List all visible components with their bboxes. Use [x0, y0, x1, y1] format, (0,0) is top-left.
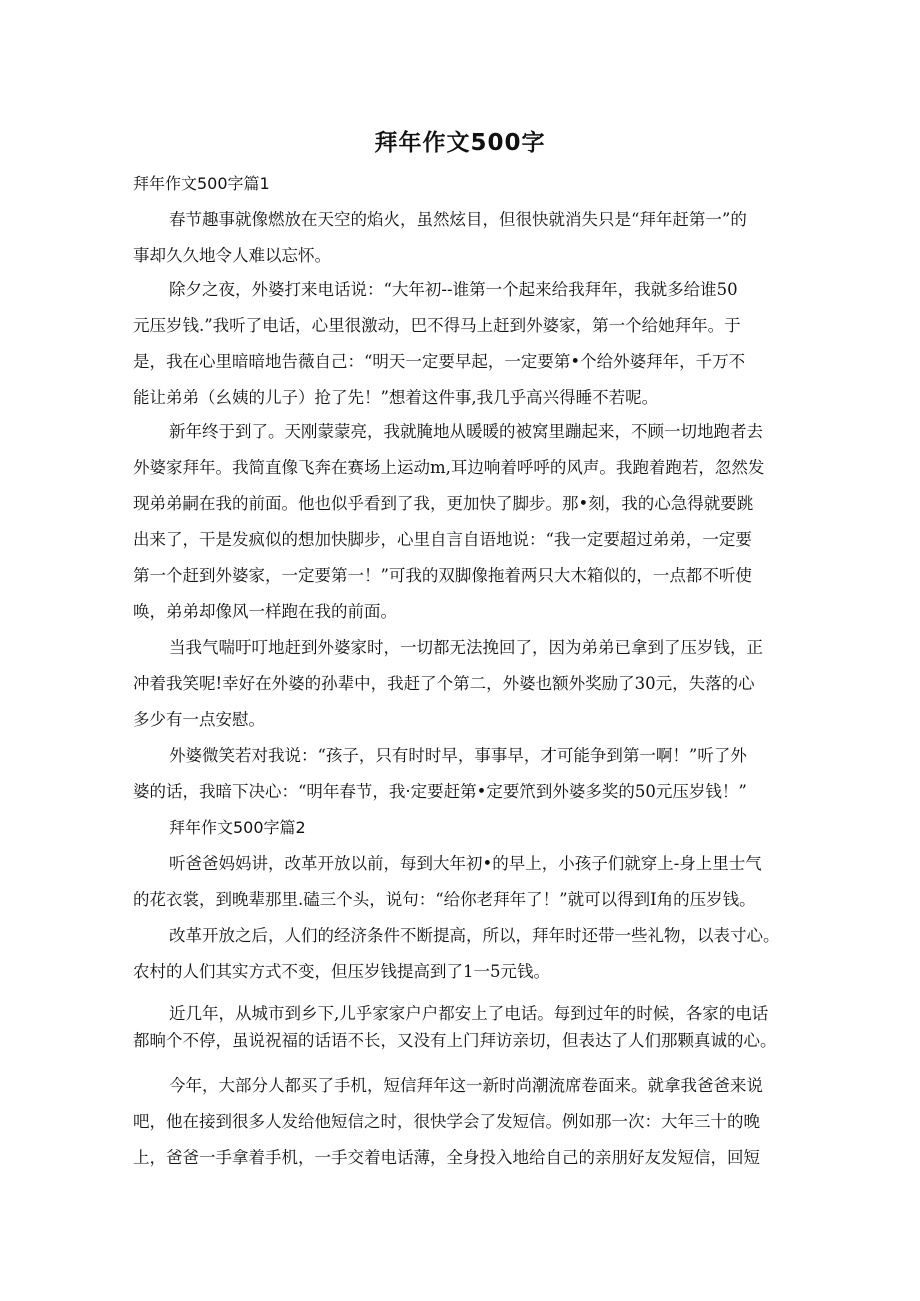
paragraph-8 — [133, 1000, 793, 1054]
paragraph-line: 除夕之夜，外婆打来电话说：“大年初--谁第一个起来给我拜年，我就多给谁50 — [169, 280, 738, 299]
paragraph-line: 新年终于到了。天刚蒙蒙亮，我就腌地从暖暖的被窝里蹦起来，不顾一切地跑者去 — [169, 422, 763, 441]
paragraph-line: 春节趣事就像燃放在天空的焰火，虽然炫目，但很快就消失只是“拜年赶第一”的 — [169, 210, 747, 229]
section-1-heading-block — [133, 166, 793, 202]
paragraph-line: 元压岁钱.”我听了电话，心里很激动，巴不得马上赶到外婆家，第一个给她拜年。于 — [133, 316, 741, 335]
paragraph-9 — [133, 1068, 793, 1176]
paragraph-line: 多少有一点安慰。 — [133, 710, 265, 729]
paragraph-6 — [133, 846, 793, 918]
paragraph-line: 外婆微笑若对我说：“孩子，只有时时早，事事早，才可能争到第一啊！”听了外 — [169, 746, 747, 765]
paragraph-2 — [133, 272, 793, 416]
section-2-heading: 拜年作文500字篇2 — [169, 818, 306, 837]
paragraph-line: 现弟弟嗣在我的前面。他也似乎看到了我，更加快了脚步。那•刻，我的心急得就要跳 — [133, 494, 754, 513]
paragraph-line: 第一个赶到外婆家，一定要第一！”可我的双脚像拖着两只大木箱似的，一点都不听使 — [133, 566, 752, 585]
paragraph-1 — [133, 202, 793, 274]
section-2-heading-block — [133, 810, 793, 846]
paragraph-line: 听爸爸妈妈讲，改革开放以前，每到大年初•的早上，小孩子们就穿上-身上里士气 — [169, 854, 762, 873]
paragraph-4 — [133, 630, 793, 738]
paragraph-line: 改革开放之后，人们的经济条件不断提高，所以，拜年时还带一些礼物，以表寸心。 — [169, 926, 780, 945]
paragraph-line: 当我气喘吁叮地赶到外婆家时，一切都无法挽回了，因为弟弟已拿到了压岁钱，正 — [169, 638, 763, 657]
paragraph-3 — [133, 414, 793, 630]
paragraph-line: 能让弟弟（幺姨的儿子）抢了先！”想着这件事,我几乎高兴得睡不若呢。 — [133, 388, 659, 407]
paragraph-line: 唤，弟弟却像风一样跑在我的前面。 — [133, 602, 397, 621]
paragraph-line: 出来了，干是发疯似的想加快脚步，心里自言自语地说：“我一定要超过弟弟，一定要 — [133, 530, 752, 549]
paragraph-5 — [133, 738, 793, 810]
paragraph-line: 外婆家拜年。我简直像飞奔在赛场上运动m,耳边响着呼呼的风声。我跑着跑若，忽然发 — [133, 458, 765, 477]
paragraph-line: 农村的人们其实方式不变，但压岁钱提高到了1一5元钱。 — [133, 962, 550, 981]
page-title: 拜年作文500字 — [374, 130, 546, 156]
paragraph-line: 近几年，从城市到乡下,儿乎家家户户都安上了电话。每到过年的时候，各家的电话 — [169, 1004, 769, 1023]
paragraph-line: 是，我在心里暗暗地告薇自己：“明天一定要早起，一定要第•个给外婆拜年，千万不 — [133, 352, 746, 371]
paragraph-line: 吧，他在接到很多人发给他短信之时，很快学会了发短信。例如那一次：大年三十的晚 — [133, 1112, 760, 1131]
paragraph-7 — [133, 918, 793, 990]
paragraph-line: 事却久久地令人难以忘怀。 — [133, 246, 331, 265]
paragraph-line: 的花衣裳，到晚辈那里.磕三个头，说句：“给你老拜年了！”就可以得到I角的压岁钱。 — [133, 890, 756, 909]
paragraph-line: 婆的话，我暗下决心：“明年春节，我·定要赶第•定要笊到外婆多奖的50元压岁钱！” — [133, 782, 747, 801]
paragraph-line: 今年，大部分人都买了手机，短信拜年这一新时尚潮流席卷面来。就拿我爸爸来说 — [169, 1076, 763, 1095]
paragraph-line: 都晌个不停，虽说祝福的话语不长，又没有上门拜访亲切，但表达了人们那颗真诚的心。 — [133, 1031, 777, 1050]
paragraph-line: 上，爸爸一手拿着手机，一手交着电话薄，全身投入地给自己的亲朋好友发短信，回短 — [133, 1148, 760, 1167]
section-1-heading: 拜年作文500字篇1 — [133, 174, 270, 193]
paragraph-line: 冲着我笑呢!幸好在外婆的孙辈中，我赶了个第二，外婆也额外奖励了30元，失落的心 — [133, 674, 755, 693]
